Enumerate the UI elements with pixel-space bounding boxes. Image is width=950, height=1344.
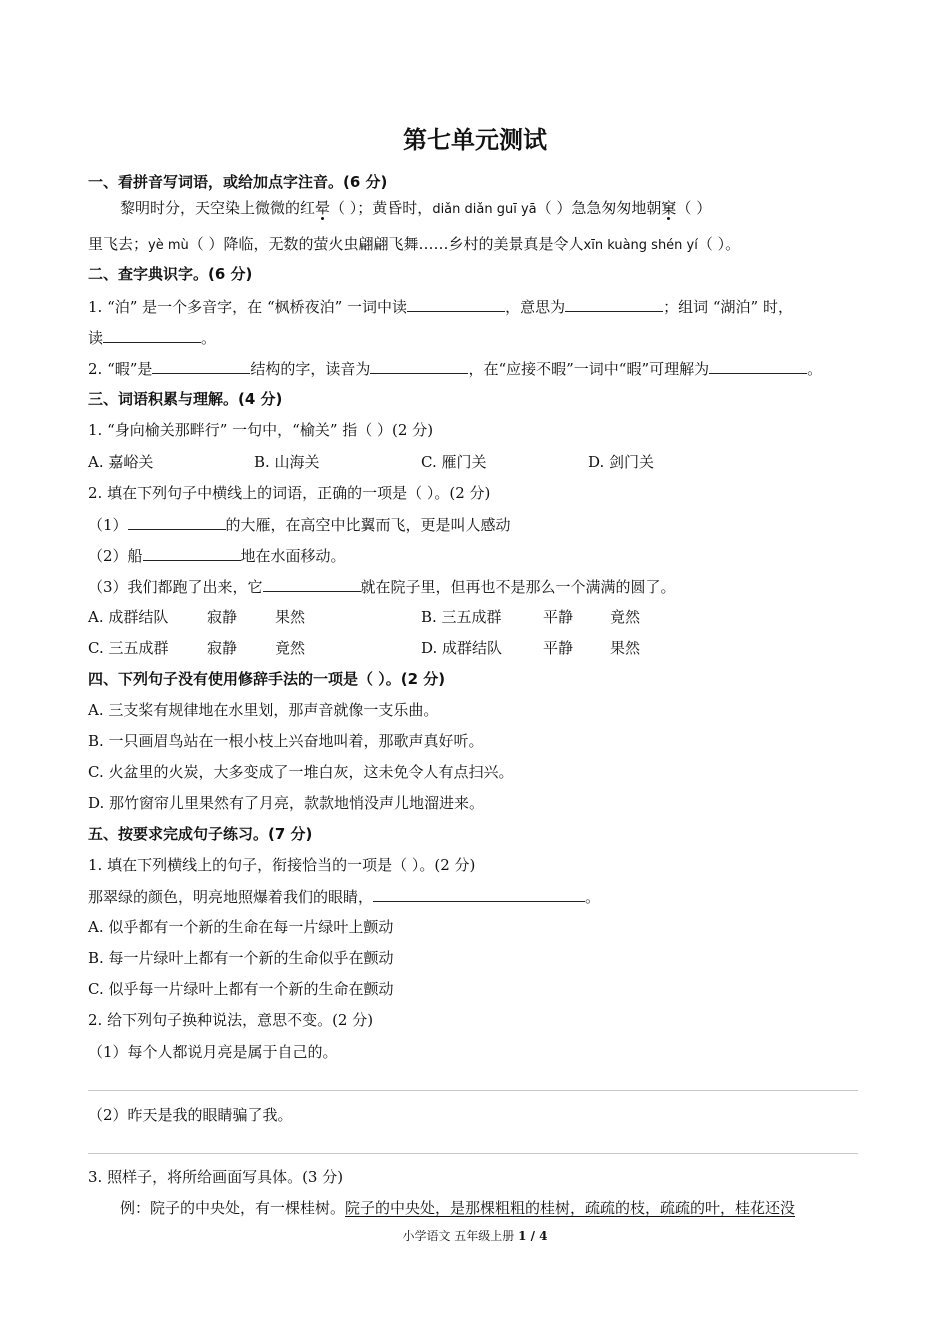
option-b-word-1[interactable]: B. 三五成群: [421, 608, 502, 626]
text: 就在院子里，但再也不是那么一个满满的圆了。: [360, 578, 676, 596]
section-3-heading: 三、词语积累与理解。(4 分): [88, 390, 283, 408]
answer-line[interactable]: [88, 1153, 858, 1154]
page-number: 1 / 4: [518, 1229, 548, 1243]
section-5-q2-sentence-1: （1）每个人都说月亮是属于自己的。: [88, 1043, 338, 1061]
section-1-line-2: [88, 234, 868, 256]
text: 的大雁，在高空中比翼而飞，更是叫人感动: [225, 516, 511, 534]
dotted-char: 窠: [661, 199, 677, 217]
answer-blank[interactable]: [565, 296, 663, 312]
answer-paren[interactable]: （ ）急急匆匆地朝: [536, 199, 662, 217]
section-1-line-1: [120, 198, 870, 220]
answer-blank[interactable]: [709, 358, 807, 374]
option-d-word-2: 平静: [543, 639, 574, 657]
text: 。: [201, 329, 217, 347]
text: 1. “泊” 是一个多音字，在 “枫桥夜泊” 一词中读: [88, 298, 408, 316]
section-5-q2: 2. 给下列句子换种说法，意思不变。(2 分): [88, 1011, 374, 1029]
section-2-q2: [88, 358, 868, 379]
answer-blank[interactable]: [407, 296, 505, 312]
text: 黎明时分，天空染上微微的红: [120, 199, 316, 217]
answer-blank[interactable]: [373, 886, 585, 902]
text: 。: [807, 360, 823, 378]
answer-blank[interactable]: [128, 514, 226, 530]
text: ，在“应接不暇”一词中“暇”可理解为: [468, 360, 710, 378]
option-c[interactable]: C. 雁门关: [421, 453, 487, 471]
example-answer: 院子的中央处，是那棵粗粗的桂树，疏疏的枝，疏疏的叶，桂花还没: [345, 1199, 796, 1217]
section-5-q1-option-a[interactable]: A. 似乎都有一个新的生命在每一片绿叶上颤动: [88, 918, 394, 936]
text: 地在水面移动。: [240, 547, 346, 565]
text: ，意思为: [505, 298, 566, 316]
option-a[interactable]: A. 嘉峪关: [88, 453, 154, 471]
answer-blank[interactable]: [103, 327, 201, 343]
answer-blank[interactable]: [263, 576, 361, 592]
option-d-word-1[interactable]: D. 成群结队: [421, 639, 503, 657]
section-2-q1-cont: [88, 327, 868, 348]
pinyin: yè mù: [148, 238, 189, 253]
section-1-heading: 一、看拼音写词语，或给加点字注音。(6 分): [88, 173, 388, 191]
answer-paren[interactable]: （ ）。: [697, 235, 741, 253]
pinyin: xīn kuàng shén yí: [583, 238, 698, 253]
option-a-word-1[interactable]: A. 成群结队: [88, 608, 169, 626]
section-3-q1-options: [88, 452, 868, 472]
text: 里飞去；: [88, 235, 149, 253]
text: （3）我们都跑了出来，它: [88, 578, 263, 596]
text: （1）: [88, 516, 128, 534]
option-b-word-3: 竟然: [610, 608, 641, 626]
section-2-heading: 二、查字典识字。(6 分): [88, 265, 253, 283]
dotted-char: 晕: [315, 199, 331, 217]
section-3-q2-sentence-1: [88, 514, 868, 535]
section-4-option-b[interactable]: B. 一只画眉鸟站在一根小枝上兴奋地叫着，那歌声真好听。: [88, 732, 484, 750]
option-b-word-2: 平静: [543, 608, 574, 626]
page-footer: [0, 1228, 950, 1244]
answer-blank[interactable]: [152, 358, 250, 374]
section-4-option-a[interactable]: A. 三支桨有规律地在水里划，那声音就像一支乐曲。: [88, 701, 439, 719]
footer-label: 小学语文 五年级上册: [402, 1229, 519, 1243]
section-5-q1: 1. 填在下列横线上的句子，衔接恰当的一项是（ ）。(2 分): [88, 856, 476, 874]
option-c-word-3: 竟然: [275, 639, 306, 657]
answer-paren[interactable]: （ ）降临，无数的萤火虫翩翩飞舞……乡村的美景真是令人: [188, 235, 584, 253]
text: 那翠绿的颜色，明亮地照爆着我们的眼睛，: [88, 888, 374, 906]
text: 读: [88, 329, 104, 347]
section-5-q2-sentence-2: （2）昨天是我的眼睛骗了我。: [88, 1106, 293, 1124]
text: 结构的字，读音为: [250, 360, 371, 378]
page-title: 第七单元测试: [403, 126, 547, 154]
answer-blank[interactable]: [370, 358, 468, 374]
section-3-q1: 1. “身向榆关那畔行” 一句中，“榆关” 指（ ）(2 分): [88, 421, 434, 439]
answer-line[interactable]: [88, 1090, 858, 1091]
section-4-heading: 四、下列句子没有使用修辞手法的一项是（ ）。(2 分): [88, 670, 446, 688]
text: 2. “暇”是: [88, 360, 153, 378]
text: ；组词 “湖泊” 时，: [663, 298, 793, 316]
text: （2）船: [88, 547, 143, 565]
option-a-word-2: 寂静: [207, 608, 238, 626]
option-a-word-3: 果然: [275, 608, 306, 626]
section-4-option-c[interactable]: C. 火盆里的火炭，大多变成了一堆白灰，这未免令人有点扫兴。: [88, 763, 514, 781]
section-2-q1: [88, 296, 868, 317]
option-d-word-3: 果然: [610, 639, 641, 657]
pinyin: diǎn diǎn guī yā: [432, 202, 537, 217]
text: 例：院子的中央处，有一棵桂树。: [120, 1199, 346, 1217]
section-3-q2-options-row-1: [88, 607, 868, 627]
option-c-word-1[interactable]: C. 三五成群: [88, 639, 169, 657]
section-3-q2-sentence-2: [88, 545, 868, 566]
section-5-q1-option-b[interactable]: B. 每一片绿叶上都有一个新的生命似乎在颤动: [88, 949, 394, 967]
option-b[interactable]: B. 山海关: [254, 453, 320, 471]
section-3-q2-sentence-3: [88, 576, 868, 597]
answer-blank[interactable]: [143, 545, 241, 561]
section-3-q2: 2. 填在下列句子中横线上的词语，正确的一项是（ ）。(2 分): [88, 484, 491, 502]
section-3-q2-options-row-2: [88, 638, 868, 658]
section-5-heading: 五、按要求完成句子练习。(7 分): [88, 825, 313, 843]
option-d[interactable]: D. 剑门关: [588, 453, 655, 471]
section-4-option-d[interactable]: D. 那竹窗帘儿里果然有了月亮，款款地悄没声儿地溜进来。: [88, 794, 485, 812]
option-c-word-2: 寂静: [207, 639, 238, 657]
answer-paren[interactable]: （ ）: [676, 199, 712, 217]
answer-paren[interactable]: （ ）；黄昏时，: [330, 199, 433, 217]
section-5-q1-stem: [88, 886, 868, 907]
section-5-q1-option-c[interactable]: C. 似乎每一片绿叶上都有一个新的生命在颤动: [88, 980, 394, 998]
text: 。: [585, 888, 601, 906]
section-5-q3-example: [120, 1198, 870, 1218]
section-5-q3: 3. 照样子，将所给画面写具体。(3 分): [88, 1168, 344, 1186]
